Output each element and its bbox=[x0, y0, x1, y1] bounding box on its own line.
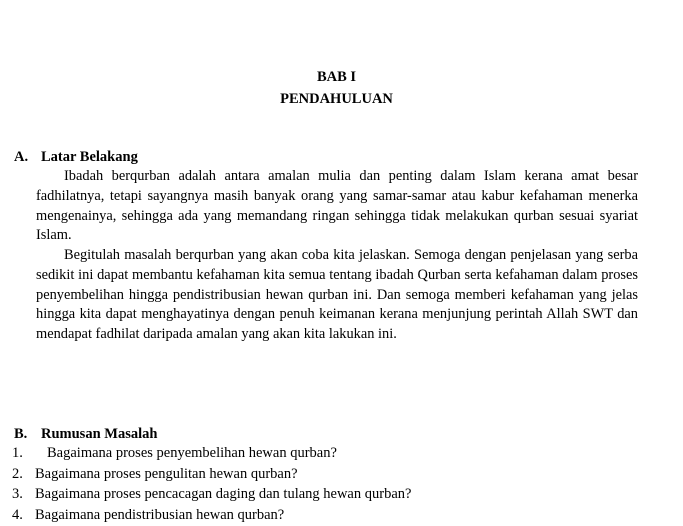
list-text: Bagaimana proses penyembelihan hewan qurban? bbox=[47, 445, 337, 461]
section-title: Rumusan Masalah bbox=[41, 426, 158, 442]
list-text: Bagaimana pendistribusian hewan qurban? bbox=[35, 506, 285, 523]
list-item bbox=[12, 484, 411, 505]
problem-list bbox=[12, 443, 411, 525]
list-text: Bagaimana proses pencacagan daging dan tulang hewan qurban? bbox=[35, 486, 412, 502]
body-paragraph: Begitulah masalah berqurban yang akan coba kita jelaskan. Semoga dengan penjelasan yang serba sedikit ini dapat membantu kefahaman kita semua tentang ibadah Qurban serta kefahaman dalam proses penyembelihan hingga pendistribusian hewan qurban ini. Dan semoga memberi kefahaman yang jelas hingga kita dapat menghayatinya dengan penuh keimanan kerana menjunjung perintah Allah SWT dan mendapat fadhilat daripada amalan yang akan kita lakukan ini. bbox=[36, 247, 638, 343]
body-paragraph: Ibadah berqurban adalah antara amalan mulia dan penting dalam Islam kerana amat besar fadhilatnya, tetapi sayangnya masih banyak orang yang samar-samar atau kabur kefahaman menerka mengenainya, sehingga ada yang memandang ringan sehingga tidak melakukan qurban sesuai syariat Islam. bbox=[36, 168, 638, 244]
section-heading-rumusan-masalah bbox=[14, 424, 157, 444]
list-number: 2. bbox=[12, 465, 23, 482]
chapter-title: PENDAHULUAN bbox=[280, 91, 393, 107]
list-number: 1. bbox=[12, 445, 23, 461]
chapter-number: BAB I bbox=[316, 69, 357, 85]
list-item bbox=[12, 505, 411, 526]
list-item bbox=[12, 443, 411, 464]
list-number: 4. bbox=[12, 506, 23, 523]
section-letter: B. bbox=[14, 426, 28, 442]
section-letter: A. bbox=[14, 149, 29, 165]
section-title: Latar Belakang bbox=[41, 149, 138, 165]
list-text: Bagaimana proses pengulitan hewan qurban? bbox=[35, 465, 298, 482]
section-heading-latar-belakang bbox=[14, 147, 138, 167]
list-number: 3. bbox=[12, 486, 23, 502]
list-item bbox=[12, 464, 411, 485]
